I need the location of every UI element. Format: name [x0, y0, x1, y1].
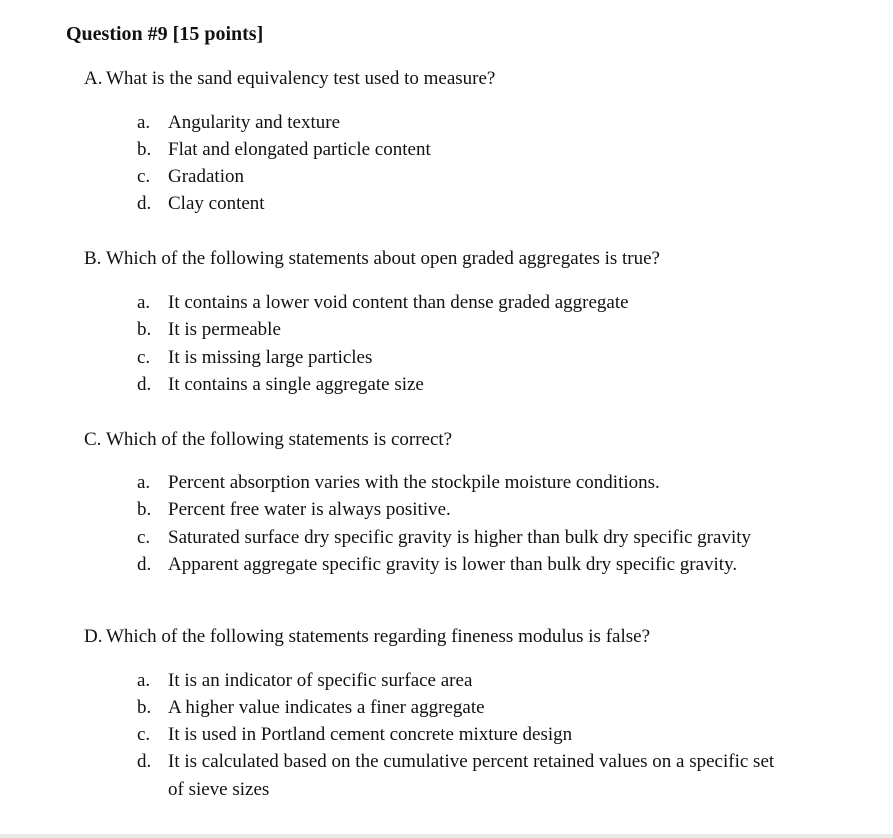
- option-letter: c.: [137, 166, 151, 187]
- page-bottom-edge: [0, 834, 893, 838]
- option-b-a: [137, 289, 629, 316]
- question-label: C.: [84, 429, 102, 450]
- question-label: B.: [84, 248, 102, 269]
- option-b-c: [137, 344, 372, 371]
- option-c-d: [137, 551, 737, 578]
- option-text: It contains a single aggregate size: [168, 374, 424, 395]
- question-label: A.: [84, 68, 103, 89]
- option-letter: b.: [137, 499, 152, 520]
- option-text: Clay content: [168, 193, 265, 214]
- option-text: Angularity and texture: [168, 112, 341, 133]
- option-letter: c.: [137, 347, 151, 368]
- option-text: It is calculated based on the cumulative percent retained values on a specific set: [168, 751, 775, 772]
- option-b-d: [137, 371, 424, 398]
- question-text: Which of the following statements is correct?: [106, 429, 453, 450]
- option-text: Percent free water is always positive.: [168, 499, 451, 520]
- option-c-a: [137, 469, 660, 496]
- option-d-c: [137, 721, 572, 748]
- option-letter: c.: [137, 527, 151, 548]
- option-a-c: [137, 163, 244, 190]
- option-letter: a.: [137, 292, 151, 313]
- option-letter: d.: [137, 554, 152, 575]
- option-text: Percent absorption varies with the stockpile moisture conditions.: [168, 472, 660, 493]
- option-letter: d.: [137, 193, 152, 214]
- question-text: Which of the following statements regarding fineness modulus is false?: [106, 626, 651, 647]
- question-text: Which of the following statements about open graded aggregates is true?: [106, 248, 660, 269]
- question-b: [84, 247, 660, 271]
- option-c-b: [137, 496, 451, 523]
- option-d-a: [137, 667, 472, 694]
- question-label: D.: [84, 626, 103, 647]
- option-b-b: [137, 316, 281, 343]
- option-text: It is permeable: [168, 319, 281, 340]
- option-letter: a.: [137, 112, 151, 133]
- option-text: It is missing large particles: [168, 347, 373, 368]
- question-title: Question #9 [15 points]: [66, 23, 264, 45]
- question-text: What is the sand equivalency test used to measure?: [106, 68, 496, 89]
- option-letter: d.: [137, 751, 152, 772]
- option-letter: b.: [137, 697, 152, 718]
- option-d-d-continuation: of sieve sizes: [168, 779, 270, 800]
- option-text: Saturated surface dry specific gravity is higher than bulk dry specific gravity: [168, 527, 751, 548]
- question-c: [84, 428, 452, 452]
- option-letter: a.: [137, 670, 151, 691]
- option-text: Flat and elongated particle content: [168, 139, 431, 160]
- option-c-c: [137, 524, 751, 551]
- option-text: It is an indicator of specific surface area: [168, 670, 473, 691]
- option-a-d: [137, 190, 265, 217]
- option-text: Gradation: [168, 166, 244, 187]
- option-d-b: [137, 694, 485, 721]
- option-letter: d.: [137, 374, 152, 395]
- option-text: It contains a lower void content than dense graded aggregate: [168, 292, 629, 313]
- option-d-d: [137, 748, 774, 775]
- option-letter: b.: [137, 319, 152, 340]
- option-text: A higher value indicates a finer aggregate: [168, 697, 485, 718]
- option-letter: b.: [137, 139, 152, 160]
- option-text: It is used in Portland cement concrete mixture design: [168, 724, 573, 745]
- option-letter: a.: [137, 472, 151, 493]
- option-letter: c.: [137, 724, 151, 745]
- question-d: [84, 625, 650, 649]
- option-a-a: [137, 109, 340, 136]
- question-a: [84, 67, 495, 91]
- option-a-b: [137, 136, 431, 163]
- option-text: Apparent aggregate specific gravity is lower than bulk dry specific gravity.: [168, 554, 738, 575]
